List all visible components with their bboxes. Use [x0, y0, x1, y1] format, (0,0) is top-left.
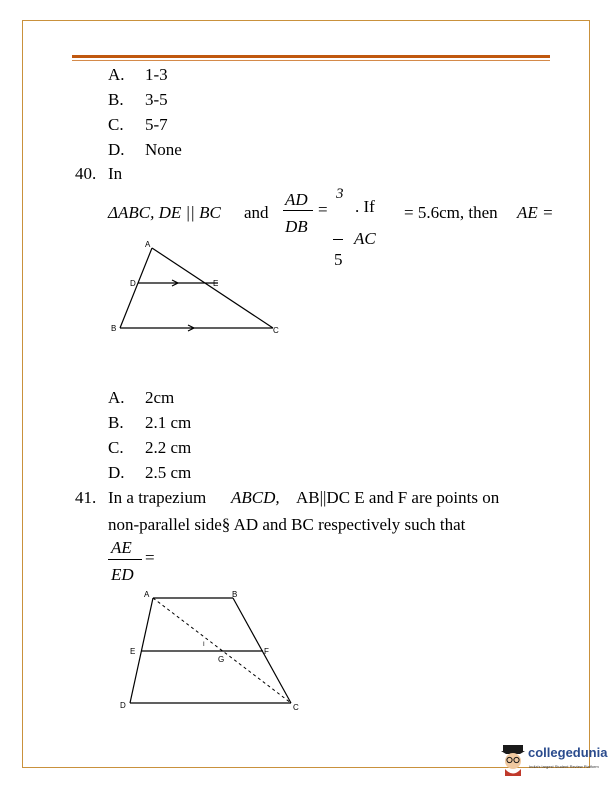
q40-frac2-denominator: 5 [334, 250, 343, 269]
logo-wordmark: collegedunia [528, 745, 608, 760]
q40-number: 40. [75, 164, 97, 183]
q41-line1-italic: ABCD, [231, 488, 280, 507]
collegedunia-logo [498, 742, 608, 776]
q40-fig-label-c: C [273, 326, 279, 335]
q40-frac2-numerator: 3 [336, 186, 344, 202]
q40-option-a-text: 2cm [145, 388, 175, 407]
q40-option-c-text: 2.2 cm [145, 438, 192, 457]
q40-value: = 5.6cm, then [404, 203, 498, 222]
q40-frac2-bar [333, 239, 343, 240]
q41-line1-pre: In a trapezium [108, 488, 207, 507]
q39-option-c-text: 5-7 [145, 115, 168, 134]
q39-option-d-letter: D. [108, 140, 125, 159]
q41-line2: non-parallel side§ AD and BC respectively such that [108, 515, 466, 534]
header-rule-thin [72, 60, 550, 61]
q39-option-c-letter: C. [108, 115, 124, 134]
q39-option-b-text: 3-5 [145, 90, 168, 109]
q39-option-a-letter: A. [108, 65, 125, 84]
q40-option-b-letter: B. [108, 413, 124, 432]
q40-triangle-figure [108, 238, 288, 338]
q41-fig-label-b: B [232, 590, 238, 599]
q41-frac-denominator: ED [111, 565, 134, 584]
q41-trapezium-figure [118, 588, 303, 713]
q41-fig-label-i: I [203, 642, 205, 648]
q40-fig-label-b: B [111, 324, 117, 333]
q41-fig-label-g: G [218, 655, 225, 664]
header-rule [72, 55, 550, 58]
q40-option-c-letter: C. [108, 438, 124, 457]
q40-ac-label: AC [354, 229, 376, 248]
q41-fig-label-f: F [264, 647, 269, 656]
q41-frac-numerator: AE [111, 538, 132, 557]
q40-fig-label-e: E [213, 279, 219, 288]
q39-option-a-text: 1-3 [145, 65, 168, 84]
q40-option-a-letter: A. [108, 388, 125, 407]
q39-option-b-letter: B. [108, 90, 124, 109]
q40-and: and [244, 203, 269, 222]
logo-tagline: India's largest Student Review Platform [529, 764, 599, 769]
q40-option-d-letter: D. [108, 463, 125, 482]
q40-if-text: . If [355, 197, 375, 216]
q40-fig-label-d: D [130, 279, 136, 288]
q39-option-d-text: None [145, 140, 182, 159]
q40-ae-label: AE = [517, 203, 554, 222]
q40-frac1-bar [283, 210, 313, 211]
q40-intro: In [108, 164, 123, 183]
q40-option-b-text: 2.1 cm [145, 413, 192, 432]
mascot-icon [498, 742, 528, 776]
q40-frac1-numerator: AD [285, 190, 308, 209]
q40-fig-label-a: A [145, 240, 151, 249]
q40-frac1-denominator: DB [285, 217, 308, 236]
q40-equals: = [318, 200, 328, 219]
q41-fig-label-d: D [120, 701, 126, 710]
q41-fig-label-e: E [130, 647, 136, 656]
q41-equals: = [145, 548, 155, 567]
q40-option-d-text: 2.5 cm [145, 463, 192, 482]
q40-given: ΔABC, DE || BC [108, 203, 221, 222]
q41-line1-post: AB||DC E and F are points on [296, 488, 500, 507]
q41-frac-bar [108, 559, 142, 560]
q41-fig-label-a: A [144, 590, 150, 599]
q41-number: 41. [75, 488, 97, 507]
q41-fig-label-c: C [293, 703, 299, 712]
